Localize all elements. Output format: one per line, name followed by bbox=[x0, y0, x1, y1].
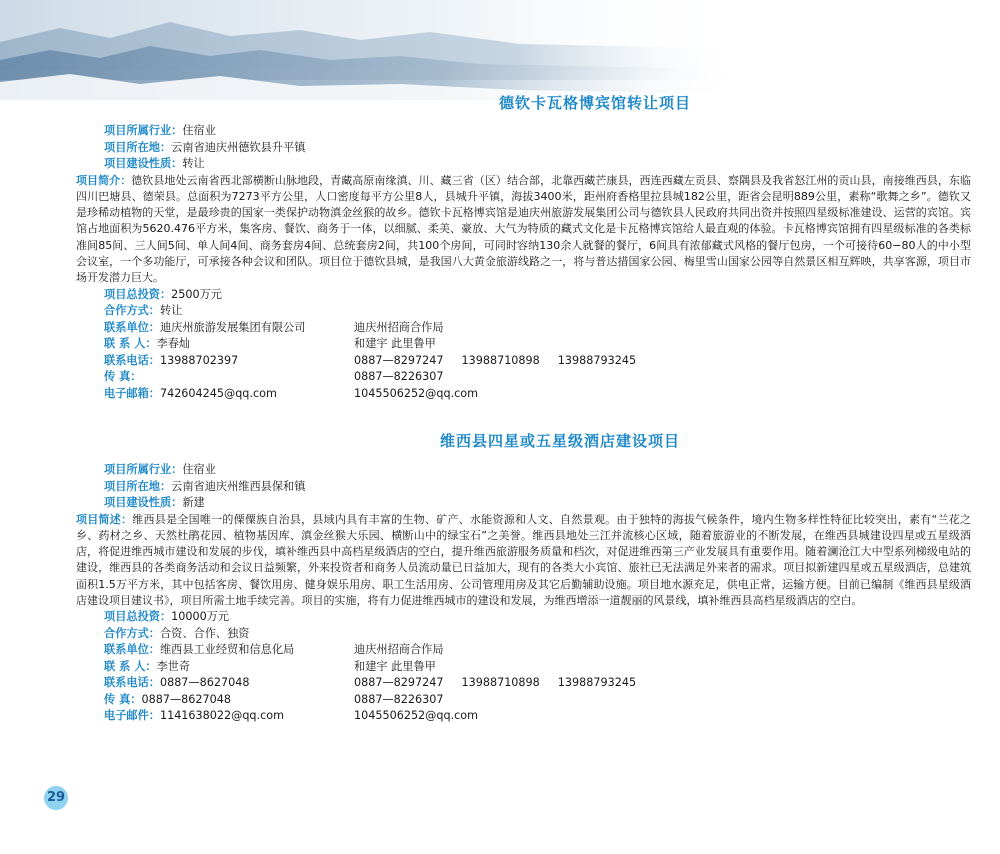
phone-label: 联系电话： bbox=[104, 353, 160, 367]
email-row bbox=[104, 708, 994, 725]
coop-value: 合资、合作、独资 bbox=[159, 626, 250, 640]
nature-value: 转让 bbox=[182, 157, 205, 170]
location-label: 项目所在地： bbox=[104, 479, 172, 493]
unit2-value: 迪庆州招商合作局 bbox=[354, 643, 444, 657]
email2-value: 1045506252@qq.com bbox=[354, 709, 479, 723]
email-row bbox=[104, 386, 994, 403]
investment-value: 2500万元 bbox=[171, 287, 222, 301]
intro-text: 维西县是全国唯一的傈僳族自治县，县域内具有丰富的生物、矿产、水能资源和人文、自然景观。由于独特的海拔气候条件，境内生物多样性特征比较突出，素有“兰花之乡、药材之乡、天然杜鹃花园、植物基因库、滇金丝猴大乐园、横断山中的绿宝石”之美誉。维西县地处三江并流核心区域，随着旅游业的不断发展，在维西县城建设四星或五星级酒店，将促进维西城市建设和发展的步伐，填补维西县中高档星级酒店的空白，提升维西旅游服务质量和档次，对促进维西第三产业发展具有重要作用。随着澜沧江大中型系列梯级电站的建设，维西县的各类商务活动和会议日益频繁，外来投资者和商务人员流动量已日益加大，现有的各类大小宾馆、旅社已无法满足外来者的需求。项目拟新建四星或五星级酒店，总建筑面积1.5万平方米，其中包括客房、餐饮用房、健身娱乐用房、职工生活用房、公司管理用房及其它后勤辅助设施。项目地水源充足，供电正常，运输方便。目前已编制《维西县星级酒店建设项目建议书》，项目所需土地手续完善。项目的实施，将有力促进维西城市的建设和发展，为维西增添一道靓丽的风景线，填补维西县高档星级酒店的空白。 bbox=[76, 512, 972, 607]
person2-value: 和建宇 此里鲁甲 bbox=[354, 659, 436, 673]
location-value: 云南省迪庆州德钦县升平镇 bbox=[171, 140, 306, 154]
industry-row bbox=[104, 123, 994, 140]
email2-value: 1045506252@qq.com bbox=[354, 386, 479, 400]
person-label: 联 系 人： bbox=[104, 337, 157, 351]
location-row bbox=[104, 479, 994, 496]
coop-label: 合作方式： bbox=[104, 626, 160, 640]
coop-row bbox=[104, 303, 994, 320]
project1-section bbox=[76, 123, 994, 402]
intro-paragraph bbox=[76, 512, 971, 610]
person2-value: 和建宇 此里鲁甲 bbox=[354, 337, 436, 351]
person-label: 联 系 人： bbox=[104, 659, 157, 673]
coop-value: 转让 bbox=[159, 304, 183, 318]
unit-row bbox=[104, 320, 994, 337]
phone3-value: 13988710898 bbox=[461, 676, 540, 690]
unit-value: 迪庆州旅游发展集团有限公司 bbox=[159, 320, 306, 334]
industry-label: 项目所属行业： bbox=[104, 124, 183, 137]
unit-value: 维西县工业经贸和信息化局 bbox=[159, 643, 295, 657]
investment-label: 项目总投资： bbox=[104, 287, 172, 301]
phone4-value: 13988793245 bbox=[557, 353, 637, 367]
phone2-value: 0887—8297247 bbox=[354, 353, 444, 367]
email-value: 1141638022@qq.com bbox=[159, 709, 284, 723]
location-value: 云南省迪庆州维西县保和镇 bbox=[171, 479, 306, 493]
email-value: 742604245@qq.com bbox=[159, 386, 277, 400]
fax2-value: 0887—8226307 bbox=[354, 692, 444, 706]
phone4-value: 13988793245 bbox=[557, 676, 637, 690]
industry-value: 住宿业 bbox=[182, 124, 216, 137]
investment-value: 10000万元 bbox=[171, 610, 230, 624]
phone-row bbox=[104, 675, 994, 692]
investment-label: 项目总投资： bbox=[104, 610, 172, 624]
fax2-value: 0887—8226307 bbox=[354, 370, 444, 384]
project2-title: 维西县四星或五星级酒店建设项目 bbox=[439, 432, 680, 450]
intro-label: 项目简介： bbox=[76, 173, 132, 187]
phone-value: 0887—8627048 bbox=[159, 676, 250, 690]
nature-row bbox=[104, 156, 994, 173]
coop-row bbox=[104, 626, 994, 643]
industry-row bbox=[104, 462, 994, 479]
nature-row bbox=[104, 495, 994, 512]
location-label: 项目所在地： bbox=[104, 140, 172, 154]
phone3-value: 13988710898 bbox=[461, 353, 540, 367]
phone-label: 联系电话： bbox=[104, 676, 160, 690]
fax-row bbox=[104, 369, 994, 386]
project2-section bbox=[76, 462, 994, 725]
investment-row bbox=[104, 609, 994, 626]
nature-value: 新建 bbox=[182, 496, 205, 509]
project1-title: 德钦卡瓦格博宾馆转让项目 bbox=[498, 94, 691, 112]
unit-row bbox=[104, 642, 994, 659]
fax-label: 传 真： bbox=[104, 692, 142, 706]
industry-label: 项目所属行业： bbox=[104, 463, 183, 476]
person-row bbox=[104, 336, 994, 353]
email-label: 电子邮箱： bbox=[104, 386, 160, 400]
fax-row bbox=[104, 692, 994, 709]
location-row bbox=[104, 140, 994, 157]
industry-value: 住宿业 bbox=[182, 463, 216, 476]
unit-label: 联系单位： bbox=[104, 320, 160, 334]
nature-label: 项目建设性质： bbox=[104, 157, 183, 170]
intro-paragraph bbox=[76, 173, 971, 287]
fax-label: 传 真： bbox=[104, 370, 142, 384]
person-value: 李世奇 bbox=[156, 659, 191, 673]
nature-label: 项目建设性质： bbox=[104, 496, 183, 509]
person-row bbox=[104, 659, 994, 676]
unit-label: 联系单位： bbox=[104, 643, 160, 657]
phone-row bbox=[104, 353, 994, 370]
phone-value: 13988702397 bbox=[159, 353, 239, 367]
investment-row bbox=[104, 287, 994, 304]
email-label: 电子邮件： bbox=[104, 709, 160, 723]
coop-label: 合作方式： bbox=[104, 304, 160, 318]
unit2-value: 迪庆州招商合作局 bbox=[354, 320, 444, 334]
page-number-badge: 29 bbox=[44, 786, 68, 810]
person-value: 李春灿 bbox=[156, 337, 191, 351]
intro-text: 德钦县地处云南省西北部横断山脉地段，青藏高原南缘滇、川、藏三省（区）结合部，北靠西藏芒康县，西连西藏左贡县、察隅县及我省怒江州的贡山县，南接维西县，东临四川巴塘县、德荣县。总面积为7273平方公里，人口密度每平方公里8人，县城升平镇，海拔3400米，距州府香格里拉县城182公里，距省会昆明889公里，素称“歌舞之乡”。德钦又是珍稀动植物的天堂，是最珍贵的国家一类保护动物滇金丝猴的故乡。德钦卡瓦格博宾馆是迪庆州旅游发展集团公司与德钦县人民政府共同出资并按照四星级标准建设、运营的宾馆。宾馆占地面积为5620.476平方米，集客房、餐饮、商务于一体，以细腻、柔美、豪放、大气为特质的藏式文化是卡瓦格博宾馆给人最直观的体验。卡瓦格博宾馆拥有四星级标准的各类标准间85间、三人间5间、单人间4间、商务套房4间、总统套房2间，共100个房间，可同时容纳130余人就餐的餐厅，6间具有浓郁藏式风格的餐厅包房，一个可接待60−80人的中小型会议室，一个多功能厅，可承接各种会议和团队。项目位于德钦县城，是我国八大黄金旅游线路之一，将与普达措国家公园、梅里雪山国家公园等自然景区相互辉映，共享客源，项目市场开发潜力巨大。 bbox=[76, 173, 971, 285]
phone2-value: 0887—8297247 bbox=[354, 676, 444, 690]
fax-value: 0887—8627048 bbox=[141, 692, 231, 706]
intro-label: 项目简述： bbox=[76, 512, 133, 526]
